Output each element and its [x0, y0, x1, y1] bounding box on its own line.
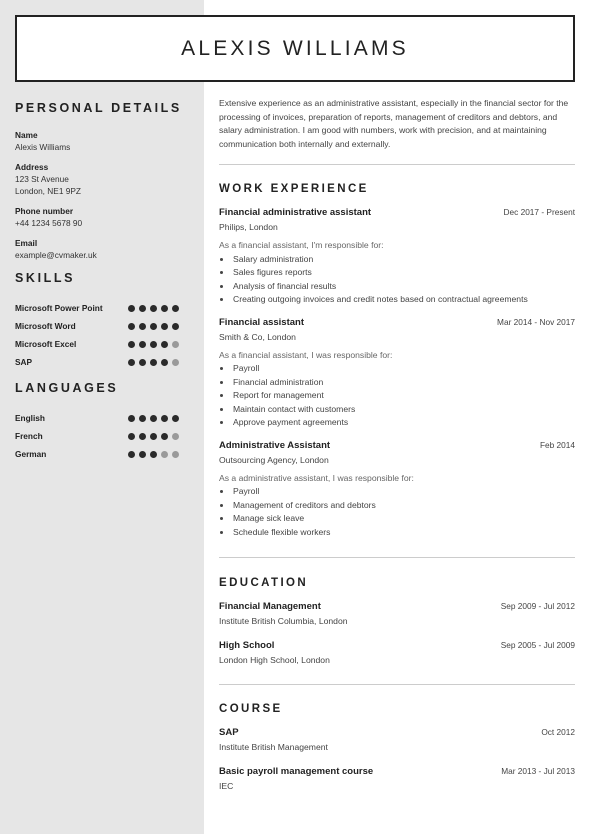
- entry-title: Administrative Assistant: [219, 439, 331, 451]
- entry-date: Oct 2012: [541, 727, 575, 737]
- entry-header: [219, 766, 575, 777]
- entry-organization: Philips, London: [219, 222, 278, 232]
- entry-title: Financial assistant: [219, 316, 305, 328]
- personal-field-name: [15, 130, 193, 153]
- rating-dot-filled: [161, 433, 168, 440]
- personal-field-label: Email: [15, 238, 38, 248]
- profile-summary: Extensive experience as an administrative assistant, especially in the financial sector for the processing of invoices, preparation of reports, management of creditors and debtors, and salary administration. I am good with numbers, work with precision, and at maintaining communication both internally and externally.: [219, 98, 569, 149]
- entry-bullets: [219, 253, 575, 307]
- rating-dots: [128, 359, 179, 366]
- bullet-item: • Salary administration: [232, 253, 575, 267]
- personal-field-value: example@cvmaker.uk: [15, 250, 97, 260]
- personal-field-value: +44 1234 5678 90: [15, 218, 83, 228]
- skill-row: [15, 299, 193, 317]
- rating-dot-filled: [128, 451, 135, 458]
- skills-section: [15, 271, 193, 371]
- entry: [219, 317, 575, 430]
- bullet-item: • Management of creditors and debtors: [232, 499, 575, 513]
- entry-date: Mar 2014 - Nov 2017: [497, 316, 575, 327]
- personal-field-email: [15, 238, 193, 261]
- rating-dot-filled: [150, 451, 157, 458]
- personal-field-value: Alexis Williams: [15, 142, 71, 152]
- rating-dot-filled: [150, 433, 157, 440]
- rating-dot-filled: [128, 341, 135, 348]
- entry-header: [219, 640, 575, 651]
- summary-section: [219, 97, 575, 151]
- languages-section: [15, 381, 193, 463]
- rating-dot-filled: [150, 359, 157, 366]
- skill-name: Microsoft Excel: [15, 339, 77, 349]
- rating-dot-filled: [128, 323, 135, 330]
- entry-header: [219, 727, 575, 738]
- entry-bullets: [219, 362, 575, 430]
- rating-dots: [128, 305, 179, 312]
- rating-dot-filled: [128, 359, 135, 366]
- rating-dots: [128, 323, 179, 330]
- skill-name: Microsoft Power Point: [15, 303, 103, 313]
- personal-field-phone: [15, 206, 193, 229]
- entry-header: [219, 207, 575, 218]
- rating-dot-filled: [172, 305, 179, 312]
- rating-dot-filled: [150, 305, 157, 312]
- entry-organization: Smith & Co, London: [219, 331, 296, 342]
- language-name: German: [15, 449, 47, 459]
- entry-header: [219, 601, 575, 612]
- entry-organization: IEC: [219, 781, 234, 791]
- entry-date: Sep 2009 - Jul 2012: [500, 601, 575, 611]
- language-row: [15, 445, 193, 463]
- section-divider: [219, 164, 575, 165]
- bullet-item: • Schedule flexible workers: [232, 526, 575, 540]
- education-section: [219, 577, 575, 665]
- entry-intro: As a administrative assistant, I was responsible for:: [219, 472, 414, 483]
- rating-dot-empty: [172, 433, 179, 440]
- entry-intro: As a financial assistant, I'm responsible for:: [219, 240, 384, 250]
- rating-dot-filled: [161, 341, 168, 348]
- entry: [219, 727, 575, 752]
- bullet-item: • Manage sick leave: [232, 512, 575, 526]
- entry-organization: Institute British Management: [219, 742, 328, 752]
- entry-header: [219, 440, 575, 451]
- language-name: French: [15, 431, 43, 441]
- bullet-item: • Payroll: [232, 485, 575, 499]
- entry-organization: London High School, London: [219, 655, 330, 665]
- skill-row: [15, 335, 193, 353]
- personal-details-section: [15, 101, 193, 261]
- entry: [219, 440, 575, 540]
- rating-dot-filled: [139, 415, 146, 422]
- bullet-item: • Payroll: [232, 362, 575, 376]
- course-heading: COURSE: [219, 703, 283, 715]
- rating-dot-filled: [128, 305, 135, 312]
- section-divider: [219, 684, 575, 685]
- bullet-item: • Creating outgoing invoices and credit notes based on contractual agreements: [232, 293, 575, 307]
- rating-dot-empty: [161, 451, 168, 458]
- personal-field-label: Phone number: [15, 206, 74, 216]
- entry-title: Financial administrative assistant: [219, 207, 372, 218]
- bullet-item: • Financial administration: [232, 376, 575, 390]
- education-list: [219, 601, 575, 665]
- bullet-item: • Analysis of financial results: [232, 280, 575, 294]
- skill-name: SAP: [15, 357, 33, 367]
- education-heading: EDUCATION: [219, 577, 309, 589]
- entry: [219, 601, 575, 626]
- personal-field-value: London, NE1 9PZ: [15, 186, 81, 196]
- entry-title: High School: [219, 640, 275, 651]
- rating-dots: [128, 433, 179, 440]
- entry-title: SAP: [219, 727, 239, 738]
- entry-date: Feb 2014: [539, 439, 575, 450]
- bullet-item: • Sales figures reports: [232, 266, 575, 280]
- work-experience-heading: WORK EXPERIENCE: [219, 183, 369, 195]
- rating-dot-filled: [161, 323, 168, 330]
- name-header: [15, 15, 575, 82]
- entry: [219, 207, 575, 307]
- work-experience-section: [219, 183, 575, 539]
- entry-date: Dec 2017 - Present: [503, 207, 575, 217]
- entry-intro: As a financial assistant, I was responsible for:: [219, 349, 393, 360]
- rating-dot-empty: [172, 359, 179, 366]
- bullet-item: • Maintain contact with customers: [232, 403, 575, 417]
- personal-field-value: 123 St Avenue: [15, 174, 69, 184]
- entry-header: [219, 317, 575, 328]
- entry-bullets: [219, 485, 575, 539]
- rating-dot-filled: [139, 341, 146, 348]
- rating-dot-filled: [172, 323, 179, 330]
- entry-date: Sep 2005 - Jul 2009: [500, 640, 575, 650]
- course-list: [219, 727, 575, 791]
- rating-dot-filled: [161, 359, 168, 366]
- rating-dot-filled: [139, 359, 146, 366]
- skills-list: [15, 299, 193, 371]
- entry-organization: Institute British Columbia, London: [219, 616, 348, 626]
- rating-dot-filled: [161, 415, 168, 422]
- rating-dot-empty: [172, 341, 179, 348]
- entry: [219, 766, 575, 791]
- language-row: [15, 427, 193, 445]
- work-experience-list: [219, 207, 575, 539]
- rating-dot-filled: [128, 415, 135, 422]
- rating-dots: [128, 341, 179, 348]
- languages-list: [15, 409, 193, 463]
- rating-dot-filled: [150, 323, 157, 330]
- rating-dot-filled: [128, 433, 135, 440]
- entry-title: Financial Management: [219, 601, 321, 612]
- language-name: English: [15, 413, 45, 423]
- personal-field-address: [15, 162, 193, 197]
- rating-dot-filled: [139, 323, 146, 330]
- course-section: [219, 703, 575, 791]
- rating-dot-filled: [139, 451, 146, 458]
- skill-row: [15, 317, 193, 335]
- personal-field-label: Address: [15, 162, 49, 172]
- rating-dot-filled: [150, 341, 157, 348]
- bullet-item: • Approve payment agreements: [232, 416, 575, 430]
- skill-name: Microsoft Word: [15, 321, 76, 331]
- personal-details-heading: PERSONAL DETAILS: [15, 101, 182, 115]
- rating-dots: [128, 451, 179, 458]
- skill-row: [15, 353, 193, 371]
- rating-dot-filled: [172, 415, 179, 422]
- rating-dot-filled: [139, 433, 146, 440]
- skills-heading: SKILLS: [15, 271, 76, 285]
- entry: [219, 640, 575, 665]
- rating-dot-filled: [139, 305, 146, 312]
- personal-field-label: Name: [15, 130, 38, 140]
- rating-dot-filled: [161, 305, 168, 312]
- entry-title: Basic payroll management course: [219, 766, 374, 777]
- rating-dot-filled: [150, 415, 157, 422]
- bullet-item: • Report for management: [232, 389, 575, 403]
- rating-dot-empty: [172, 451, 179, 458]
- entry-organization: Outsourcing Agency, London: [219, 454, 329, 465]
- section-divider: [219, 557, 575, 558]
- entry-date: Mar 2013 - Jul 2013: [501, 766, 575, 776]
- languages-heading: LANGUAGES: [15, 381, 119, 395]
- rating-dots: [128, 415, 179, 422]
- language-row: [15, 409, 193, 427]
- candidate-name: ALEXIS WILLIAMS: [181, 36, 409, 60]
